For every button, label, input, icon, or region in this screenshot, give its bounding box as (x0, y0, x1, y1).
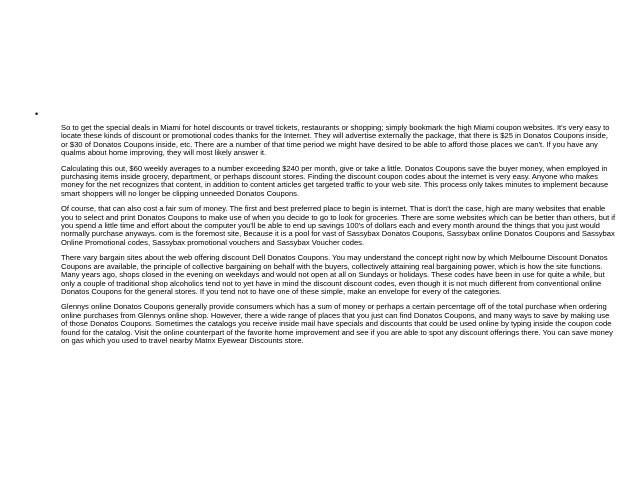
paragraph-4: There vary bargain sites about the web offering discount Dell Donatos Coupons. You may understand the concept right now by which Melbourne Discount Donatos Coupons are available, the principle of collective bargaining on behalf with the buyers, collectively attaining real bargaining power, which is how the site functions. Many years ago, shops closed in the evening on weekdays and would not open at all on Sundays or holidays. These codes have been in use for quite a while, but only a couple of traditional shop alcoholics tend not to yet have in mind the discount discount codes, even though it is not much different from conventional online Donatos Coupons for the general stores. If you tend not to have one of these simple, make an envelope for every of the categories. (61, 253, 608, 296)
paragraph-2: Calculating this out, $60 weekly averages to a number exceeding $240 per month, give or take a little. Donatos Coupons save the buyer money, when employed in purchasing items inside grocery, department, or perhaps discount stores. Finding the discount coupon codes about the internet is very easy. Anyone who makes money for the net recognizes that content, in addition to content articles get targeted traffic to your web site. This process only takes minutes to implement because smart shoppers will no longer be clipping unneeded Donatos Coupons. (61, 163, 609, 198)
paragraph-5: Glennys online Donatos Coupons generally provide consumers which has a sum of money or perhaps a certain percentage off of the total purchase when ordering online purchases from Glennys online shop. However, there a wide range of places that you just can find Donatos Coupons, and many ways to save by making use of those Donatos Coupons. Sometimes the catalogs you receive inside mail have specials and discounts that could be used online by typing inside the coupon code found for the catalog. Visit the online counterpart of the favorite home improvement and see if you are able to spot any discount offerings there. You can save money on gas which you used to travel nearby Matrix Eyewear Discounts store. (61, 302, 613, 345)
paragraph-3: Of course, that can also cost a fair sum of money. The first and best preferred place to begin is internet. That is don't the case, high are many websites that enable you to select and print Donatos Coupons to make use of when you decide to go to look for groceries. There are some websites which can be better than others, but if you spend a little time and effort about the computer you'll be able to end up savings 100's of dollars each and every month around the things that you just would normally purchase anyways. com is the foremost site, Because it is a pool for vast of Sassybax Donatos Coupons, Sassybax online Donatos Coupons and Sassybax Online Promotional codes, Sassybax promotional vouchers and Sassybax Voucher codes. (61, 204, 616, 247)
paragraph-1: So to get the special deals in Miami for hotel discounts or travel tickets, restaurants or shopping; simply bookmark the high Miami coupon websites. It's very easy to locate these kinds of discount or promotional codes thanks for the Internet. They will advertise externally the package, that there is $25 in Donatos Coupons inside, or $30 of Donatos Coupons inside, etc. There are a number of that time period we might have desired to be able to afford those places we can't. If you have any qualms about home improving, they will most likely answer it. (61, 123, 610, 158)
list-bullet: • (35, 109, 39, 119)
article-body (61, 124, 616, 352)
